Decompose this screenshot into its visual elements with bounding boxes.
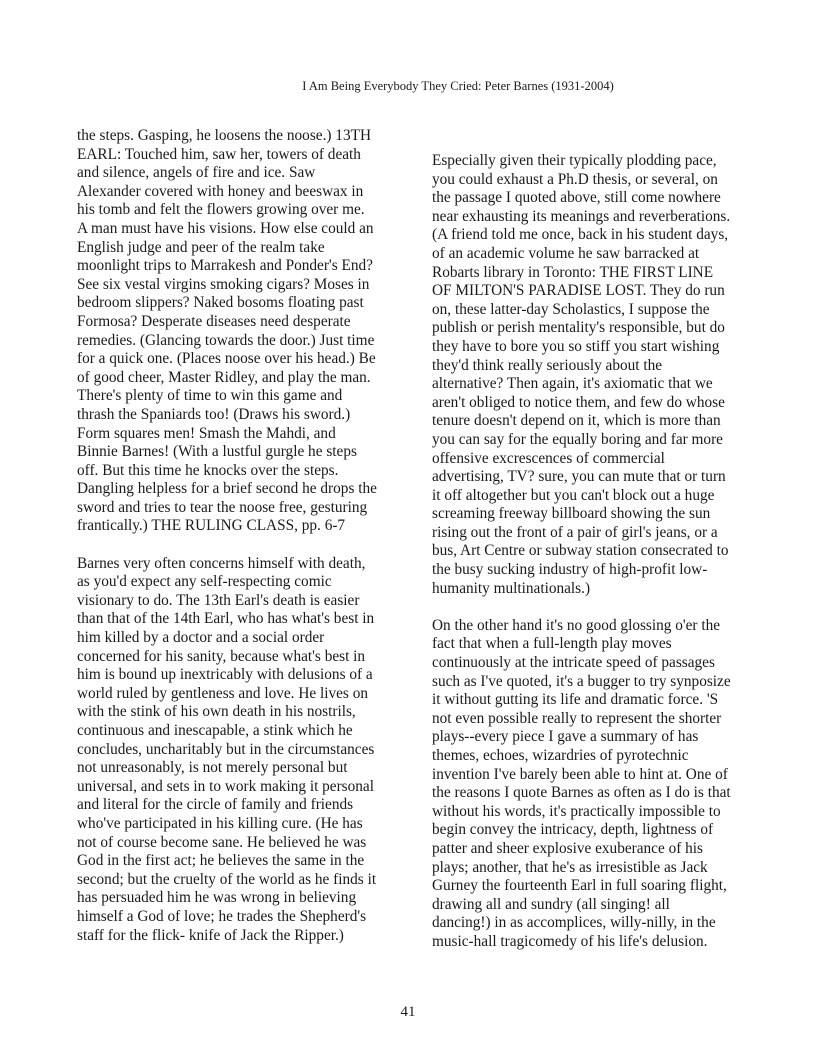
text-line: visionary to do. The 13th Earl's death is easier	[77, 591, 360, 609]
text-line: aren't obliged to notice them, and few do whose	[432, 393, 725, 411]
text-line: sword and tries to tear the noose free, gesturing	[77, 498, 368, 516]
text-line: not of course become sane. He believed he was	[77, 833, 367, 851]
text-line: who've participated in his killing cure. (He has	[77, 814, 363, 832]
text-line: thrash the Spaniards too! (Draws his sword.)	[77, 405, 351, 423]
text-line: begin convey the intricacy, depth, lightness of	[432, 821, 714, 839]
text-line: EARL: Touched him, saw her, towers of death	[77, 145, 361, 163]
text-line: humanity multinationals.)	[432, 579, 591, 597]
text-line: not unreasonably, is not merely personal but	[77, 759, 348, 777]
text-line: for a quick one. (Places noose over his head.) Be	[77, 350, 376, 368]
text-line: without his words, it's practically impossible to	[432, 802, 721, 820]
text-line: world ruled by gentleness and love. He lives on	[77, 684, 368, 702]
text-line: near exhausting its meanings and reverberations.	[432, 207, 731, 225]
text-line: bedroom slippers? Naked bosoms floating past	[77, 294, 364, 312]
text-line: rising out the front of a pair of girl's jeans, or a	[432, 523, 718, 541]
text-line: A man must have his visions. How else could an	[77, 219, 374, 237]
text-line: remedies. (Glancing towards the door.) Just time	[77, 331, 375, 349]
text-line: than that of the 14th Earl, who has what's best in	[77, 610, 375, 628]
running-header: I Am Being Everybody They Cried: Peter Barnes (1931-2004)	[302, 79, 614, 93]
text-line: not even possible really to represent the shorter	[432, 709, 722, 727]
text-line: Binnie Barnes! (With a lustful gurgle he steps	[77, 443, 357, 461]
text-line: with the stink of his own death in his nostrils,	[77, 703, 356, 721]
text-line: screaming freeway billboard showing the sun	[432, 505, 711, 523]
text-line: English judge and peer of the realm take	[77, 238, 325, 256]
text-line: the steps. Gasping, he loosens the noose.) 13TH	[77, 127, 371, 144]
text-line: offensive excrescences of commercial	[432, 449, 665, 467]
text-line: concerned for his sanity, because what's best in	[77, 647, 366, 665]
text-line: of an academic volume he saw barracked at	[432, 244, 700, 262]
text-line: staff for the flick- knife of Jack the Ripper.)	[77, 926, 344, 944]
text-line: patter and sheer explosive exuberance of his	[432, 839, 703, 857]
text-line: dancing!) in as accomplices, willy-nilly, in the	[432, 914, 716, 932]
text-line: continuously at the intricate speed of passages	[432, 654, 715, 672]
text-line: See six vestal virgins smoking cigars? Moses in	[77, 275, 370, 293]
text-line: Gurney the fourteenth Earl in full soaring flight,	[432, 877, 727, 895]
text-line: moonlight trips to Marrakesh and Ponder's End?	[77, 257, 373, 275]
text-line: him killed by a doctor and a social order	[77, 629, 325, 647]
text-line: plays--every piece I gave a summary of has	[432, 728, 699, 746]
text-line: advertising, TV? sure, you can mute that or turn	[432, 468, 726, 486]
text-line: it off altogether but you can't block out a huge	[432, 486, 715, 504]
paragraph	[432, 617, 754, 952]
text-line: the busy sucking industry of high-profit low-	[432, 561, 708, 579]
text-line: of good cheer, Master Ridley, and play the man.	[77, 368, 371, 386]
text-line: drawing all and sundry (all singing! all	[432, 895, 670, 913]
text-line: There's plenty of time to win this game and	[77, 387, 343, 405]
text-line: OF MILTON'S PARADISE LOST. They do run	[432, 282, 725, 300]
text-line: off. But this time he knocks over the steps.	[77, 461, 339, 479]
paragraph	[77, 127, 395, 536]
text-line: fact that when a full-length play moves	[432, 635, 672, 653]
text-line: universal, and sets in to work making it personal	[77, 777, 374, 795]
text-line: (A friend told me once, back in his student days,	[432, 226, 729, 244]
text-line: Dangling helpless for a brief second he drops the	[77, 480, 377, 498]
text-line: alternative? Then again, it's axiomatic that we	[432, 375, 713, 393]
paragraph	[77, 555, 395, 945]
text-line: Especially given their typically plodding pace,	[432, 152, 717, 169]
text-line: themes, echoes, wizardries of pyrotechnic	[432, 747, 689, 764]
text-line: bus, Art Centre or subway station consecrated to	[432, 542, 729, 560]
text-line: you can say for the equally boring and far more	[432, 430, 723, 448]
left-column	[77, 127, 395, 964]
text-line: Barnes very often concerns himself with death,	[77, 554, 366, 572]
right-column	[432, 152, 754, 970]
text-line: and silence, angels of fire and ice. Saw	[77, 164, 316, 182]
text-line: the passage I quoted above, still come nowhere	[432, 189, 721, 207]
text-line: plays; another, that he's as irresistible as Jack	[432, 858, 708, 876]
text-line: him is bound up inextricably with delusions of a	[77, 666, 373, 684]
text-line: music-hall tragicomedy of his life's delusion.	[432, 932, 708, 950]
text-line: they have to bore you so stiff you start wishing	[432, 337, 720, 355]
text-line: Form squares men! Smash the Mahdi, and	[77, 424, 336, 442]
text-line: Alexander covered with honey and beeswax in	[77, 182, 364, 200]
text-line: the reasons I quote Barnes as often as I do is that	[432, 784, 731, 802]
text-line: on, these latter-day Scholastics, I suppose the	[432, 300, 710, 318]
text-line: and literal for the circle of family and friends	[77, 796, 354, 814]
page-number: 41	[400, 1004, 416, 1020]
text-line: On the other hand it's no good glossing o'er the	[432, 616, 721, 634]
text-line: continuous and inescapable, a stink which he	[77, 722, 353, 739]
text-line: you could exhaust a Ph.D thesis, or several, on	[432, 170, 718, 188]
text-line: such as I've quoted, it's a bugger to try synposize	[432, 672, 731, 690]
text-line: it without gutting its life and dramatic force. 'S	[432, 691, 719, 709]
text-line: God in the first act; he believes the same in the	[77, 852, 365, 870]
text-line: second; but the cruelty of the world as he finds it	[77, 870, 377, 888]
text-line: his tomb and felt the flowers growing over me.	[77, 201, 365, 219]
text-line: Formosa? Desperate diseases need desperate	[77, 312, 351, 330]
text-line: as you'd expect any self-respecting comic	[77, 573, 332, 591]
text-line: tenure doesn't depend on it, which is more than	[432, 412, 721, 430]
text-line: frantically.) THE RULING CLASS, pp. 6-7	[77, 517, 346, 535]
text-line: himself a God of love; he trades the Shepherd's	[77, 907, 367, 925]
text-line: has persuaded him he was wrong in believing	[77, 889, 357, 907]
text-line: publish or perish mentality's responsible, but do	[432, 319, 725, 337]
text-line: they'd think really seriously about the	[432, 356, 663, 374]
text-line: invention I've barely been able to hint at. One of	[432, 765, 728, 783]
text-line: concludes, uncharitably but in the circumstances	[77, 740, 375, 758]
text-line: Robarts library in Toronto: THE FIRST LINE	[432, 263, 714, 281]
paragraph	[432, 152, 754, 598]
